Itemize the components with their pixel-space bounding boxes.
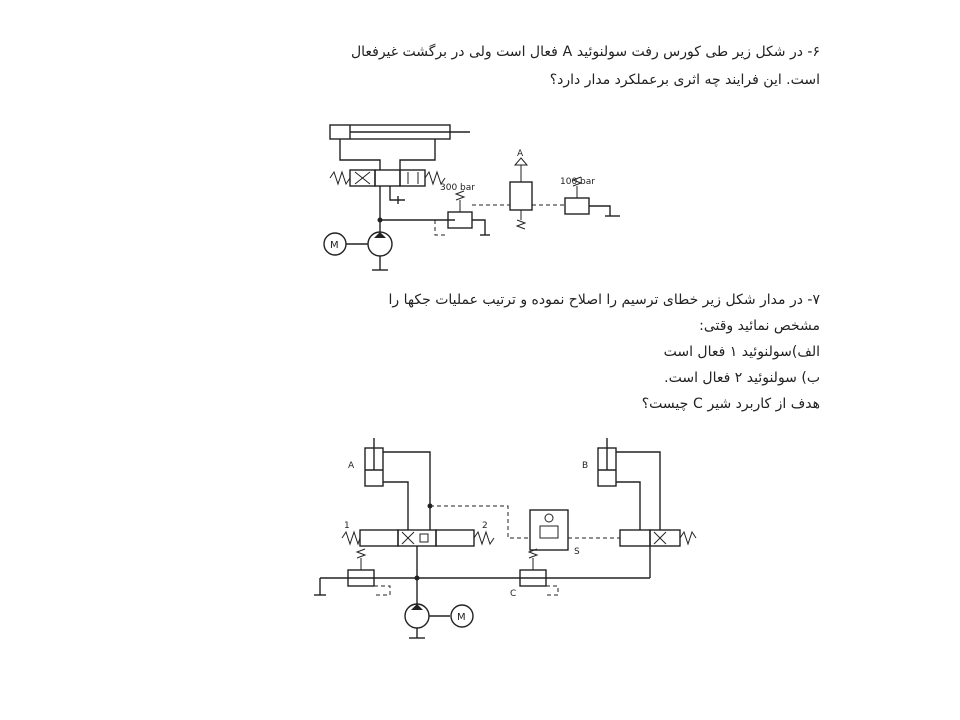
valve-box-center <box>375 170 400 186</box>
cylinder-a-label: A <box>348 461 355 471</box>
solenoid-valve-a <box>510 182 532 210</box>
valve-1-right-box <box>436 530 474 546</box>
solenoid-a-label: A <box>517 149 524 159</box>
question-7-text <box>140 292 820 432</box>
relief-valve-300-label: 300 bar <box>440 183 475 193</box>
question-6-text <box>140 44 820 104</box>
question-7-line-1: ۷- در مدار شکل زیر خطای ترسیم را اصلاح نموده و ترتیب عملیات جکها را <box>388 292 820 308</box>
valve-s-label: S <box>574 547 580 557</box>
valve-1-spring-left <box>342 532 360 544</box>
valve-1-center-box <box>398 530 436 546</box>
hydraulic-circuit-diagram-7 <box>290 430 710 645</box>
cylinder-b-label: B <box>582 461 589 471</box>
spring-icon <box>330 172 350 184</box>
question-7-line-2: مشخص نمائید وقتی: <box>699 318 820 334</box>
relief-valve-100-label: 100 bar <box>560 177 595 187</box>
question-7-line-5: هدف از کاربرد شیر C چیست؟ <box>641 396 820 412</box>
cylinder-line-right <box>400 139 435 170</box>
solenoid-2-label: 2 <box>482 521 488 531</box>
question-7-line-4: ب) سولنوئید ۲ فعال است. <box>664 370 820 386</box>
question-7-line-3: الف)سولنوئید ۱ فعال است <box>663 344 820 360</box>
valve-2-spring <box>680 532 696 544</box>
question-6-line-2: است. این فرایند چه اثری برعملکرد مدار دارد؟ <box>549 72 820 88</box>
relief-valve-100 <box>565 198 589 214</box>
valve-s <box>530 510 568 550</box>
hydraulic-circuit-diagram-6 <box>310 120 650 275</box>
valve-box-right <box>400 170 425 186</box>
valve-1-left-box <box>360 530 398 546</box>
solenoid-1-label: 1 <box>344 521 350 531</box>
valve-2-left-box <box>620 530 650 546</box>
motor-label-7: M <box>457 612 466 623</box>
valve-c-label: C <box>510 589 517 599</box>
motor-label: M <box>330 240 339 251</box>
question-6-line-1: ۶- در شکل زیر طی کورس رفت سولنوئید A فعال است ولی در برگشت غیرفعال <box>350 44 820 60</box>
cylinder-line-left <box>340 139 380 170</box>
valve-1-spring-right <box>474 532 494 544</box>
